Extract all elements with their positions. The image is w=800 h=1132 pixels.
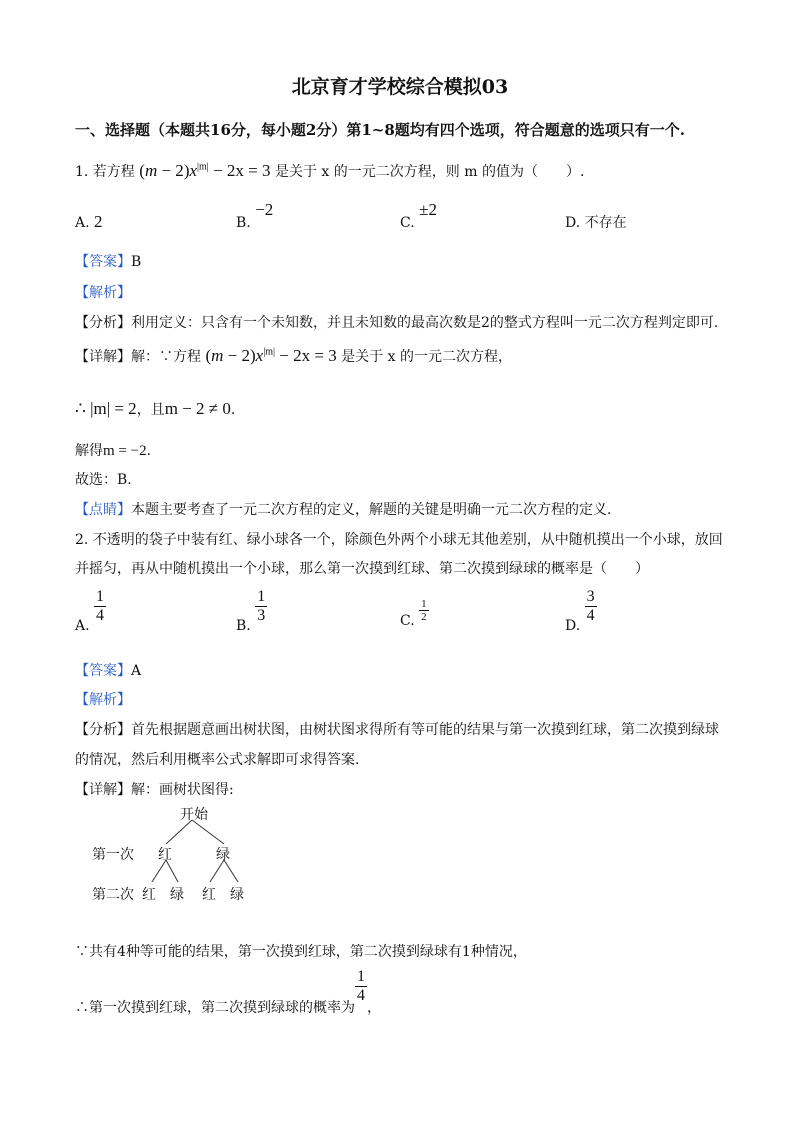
q1-analysis-tag: 【解析】 [75, 285, 131, 301]
option-label: B. [236, 215, 251, 231]
xiangjie-tag: 【详解】 [75, 349, 131, 365]
step2-eq: m = −2 [103, 443, 147, 459]
option-label: A. [75, 215, 90, 231]
step1-ineq: m − 2 ≠ 0 [164, 399, 231, 418]
frac-num: 1 [96, 588, 105, 605]
q2-option-b [236, 588, 267, 635]
q2-xiangjie [75, 779, 234, 799]
q1-suffix: 是关于 x 的一元二次方程，则 m 的值为（ ）. [274, 164, 585, 180]
q2-line-2: 并摇匀，再从中随机摸出一个小球，那么第一次摸到红球、第二次摸到绿球的概率是（ ） [75, 561, 649, 577]
q1-step-1 [75, 399, 235, 419]
option-fraction [94, 588, 106, 624]
question-1 [75, 161, 584, 181]
q1-option-b [236, 200, 274, 231]
tree-diagram [92, 800, 252, 910]
q1-equation: $(m - 2)x^{|m|} - 2x = 3$ [139, 161, 271, 180]
q2-probability [75, 968, 381, 1017]
q2-line-1: 2. 不透明的袋子中装有红、绿小球各一个，除颜色外两个小球无其他差别，从中随机摸出一个小球，放回 [75, 532, 723, 548]
eq-x: x [255, 346, 264, 365]
frac-den: 4 [96, 606, 105, 624]
option-fraction [255, 588, 267, 624]
frac-num: 1 [357, 968, 365, 985]
fenxi-text: 利用定义：只含有一个未知数，并且未知数的最高次数是2的整式方程叫一元二次方程判定即可. [131, 315, 719, 331]
prob-fraction [355, 968, 367, 1004]
answer-value: A [131, 663, 142, 679]
frac-num: 1 [421, 598, 427, 610]
tree-leaf-red-2: 红 [202, 887, 216, 903]
q1-fenxi [75, 312, 718, 332]
eq-rest: − 2x = 3 [275, 346, 337, 365]
option-value: ±2 [419, 200, 437, 219]
frac-den: 4 [357, 986, 365, 1004]
fenxi-tag: 【分析】 [75, 722, 131, 738]
q2-answer [75, 660, 141, 680]
q1-eq-rest: − 2x = 3 [208, 161, 271, 180]
q1-eq-m: m [144, 161, 158, 180]
step1-dot: . [230, 402, 236, 418]
tree-root: 开始 [180, 807, 208, 823]
option-label: B. [236, 618, 251, 635]
q2-fenxi [75, 719, 719, 739]
eq-exponent: |m| [263, 346, 276, 358]
q2-result-line: ∵共有4种等可能的结果，第一次摸到红球，第二次摸到绿球有1种情况， [75, 944, 527, 960]
step1-and: ，且 [136, 402, 165, 418]
xiangjie-tag: 【详解】 [75, 782, 131, 798]
option-value: −2 [255, 200, 274, 219]
answer-tag: 【答案】 [75, 254, 131, 270]
tree-leaf-green-2: 绿 [230, 887, 244, 903]
option-fraction [419, 598, 429, 623]
option-value: 2 [94, 212, 103, 231]
q1-xiangjie [75, 346, 512, 366]
option-label: D. [565, 215, 581, 231]
q1-eq-minus2: − 2 [157, 161, 184, 180]
frac-den: 2 [421, 611, 427, 624]
option-value: 不存在 [584, 215, 627, 231]
frac-num: 1 [257, 588, 266, 605]
fenxi-text: 首先根据题意画出树状图，由树状图求得所有等可能的结果与第一次摸到红球，第二次摸到绿球 [131, 722, 719, 738]
step2-dot: . [146, 443, 152, 459]
fenxi-tag: 【分析】 [75, 315, 131, 331]
q1-eq-x: x [189, 161, 198, 180]
q1-option-a [75, 212, 103, 232]
eq-minus2: − 2 [223, 346, 250, 365]
page-title: 北京育才学校综合模拟03 [291, 76, 509, 98]
dianjing-text: 本题主要考查了一元二次方程的定义，解题的关键是明确一元二次方程的定义. [131, 502, 612, 518]
answer-tag: 【答案】 [75, 663, 131, 679]
frac-num: 3 [586, 588, 595, 605]
q1-dianjing [75, 499, 611, 519]
tree-leaf-red-1: 红 [142, 887, 156, 903]
tree-node-green: 绿 [216, 847, 230, 863]
answer-value: B [131, 254, 142, 270]
q2-option-a [75, 588, 106, 635]
q1-step-2 [75, 440, 151, 460]
q2-option-d [565, 588, 597, 635]
option-label: C. [400, 215, 415, 231]
q2-option-c [400, 598, 429, 629]
frac-den: 3 [257, 606, 266, 624]
q1-option-d [565, 212, 627, 232]
prob-prefix: ∴第一次摸到红球，第二次摸到绿球的概率为 [75, 1000, 355, 1017]
q2-fenxi-line-2: 的情况，然后利用概率公式求解即可求得答案. [75, 752, 360, 768]
q1-eq-exponent: |m| [197, 161, 209, 173]
xiangjie-suffix: 是关于 x 的一元二次方程， [341, 349, 512, 365]
frac-den: 4 [586, 606, 595, 624]
tree-level-2-label: 第二次 [92, 887, 134, 903]
tree-level-1-label: 第一次 [92, 847, 134, 863]
tree-node-red: 红 [158, 847, 172, 863]
dianjing-tag: 【点睛】 [75, 502, 131, 518]
eq-m: m [211, 346, 224, 365]
step1-abs: ∴ |m| = 2 [75, 399, 137, 418]
step2-prefix: 解得 [75, 443, 103, 459]
q1-answer [75, 251, 141, 271]
q1-prefix: 1. 若方程 [75, 164, 135, 180]
xiangjie-equation: $(m - 2)x^{|m|} - 2x = 3$ [205, 346, 337, 365]
option-label: A. [75, 618, 90, 635]
section-header: 一、选择题（本题共16分，每小题2分）第1~8题均有四个选项，符合题意的选项只有一个. [75, 121, 685, 139]
option-fraction [585, 588, 597, 624]
option-label: C. [400, 612, 415, 629]
tree-leaf-green-1: 绿 [170, 887, 184, 903]
prob-suffix: ， [367, 1000, 381, 1017]
xiangjie-prefix: 解：∵方程 [131, 349, 201, 365]
q2-analysis-tag: 【解析】 [75, 692, 131, 708]
xiangjie-text: 解：画树状图得: [131, 782, 234, 798]
q1-option-c [400, 200, 437, 231]
q1-step-3: 故选：B. [75, 472, 132, 488]
option-label: D. [565, 618, 581, 635]
